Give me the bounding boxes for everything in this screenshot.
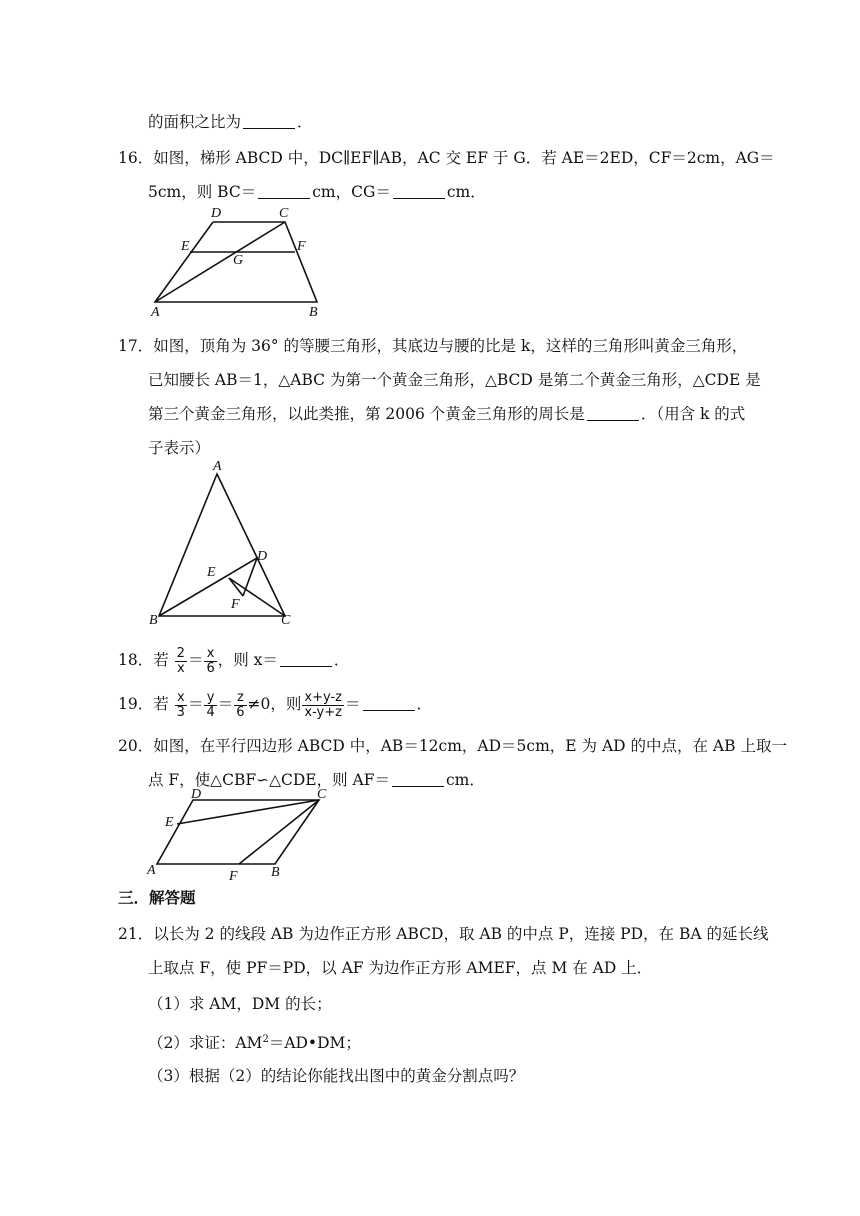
label-e: E (181, 239, 190, 254)
label-c: C (279, 206, 289, 221)
q19: 19．若 $\frac{x}{3}$ ＝ $\frac{y}{4}$ ＝ $\frac{z}{6}$ ≠0，则 $\frac{x+y-z}{x-y+z}$ ＝ ． (118, 689, 433, 720)
answer-blank-cg[interactable] (393, 184, 445, 199)
label-f: F (231, 597, 240, 612)
q21-line2: 上取点 F，使 PF＝PD，以 AF 为边作正方形 AMEF，点 M 在 AD 上． (148, 959, 653, 977)
fraction-y-over-4: $\frac{y}{4}$ (206, 689, 215, 720)
figure-golden-triangle (145, 458, 295, 630)
label-d: D (211, 206, 222, 221)
triangle-abc (159, 474, 285, 616)
answer-blank[interactable] (363, 696, 415, 711)
fraction-z-over-6: $\frac{z}{6}$ (236, 689, 245, 720)
fraction-expression: $\frac{x+y-z}{x-y+z}$ (304, 689, 342, 720)
parallelogram-abcd (157, 800, 319, 864)
answer-blank-bc[interactable] (258, 184, 310, 199)
q18: 18．若 $\frac{2}{x}$ ＝ $\frac{x}{6}$ ，则 x＝ ． (118, 645, 350, 676)
label-b: B (271, 865, 280, 880)
q20-line1: 20．如图，在平行四边形 ABCD 中，AB＝12cm，AD＝5cm，E 为 AD 的中点，在 AB 上取一 (118, 737, 787, 755)
q16-line2: 5cm，则 BC＝ cm，CG＝ cm． (148, 183, 486, 201)
label-e: E (165, 815, 174, 830)
fraction-x-over-6: $\frac{x}{6}$ (206, 645, 215, 676)
answer-blank[interactable] (280, 652, 332, 667)
segment-fc (239, 800, 319, 864)
segment-ac (155, 222, 285, 302)
label-f: F (297, 239, 306, 254)
answer-blank[interactable] (587, 406, 639, 421)
label-g: G (233, 253, 244, 268)
label-a: A (147, 863, 156, 878)
q17-line2: 已知腰长 AB＝1，△ABC 为第一个黄金三角形，△BCD 是第二个黄金三角形，△CDE 是 (148, 371, 761, 389)
q20-line2: 点 F，使△CBF∽△CDE，则 AF＝ cm． (148, 771, 485, 789)
label-d: D (191, 788, 202, 802)
segment-ec (177, 800, 319, 824)
figure-trapezoid (145, 202, 335, 322)
label-a: A (213, 459, 222, 474)
q21-line1: 21．以长为 2 的线段 AB 为边作正方形 ABCD，取 AB 的中点 P，连接 PD，在 BA 的延长线 (118, 925, 769, 943)
section-heading: 三．解答题 (118, 889, 196, 907)
answer-blank[interactable] (392, 772, 444, 787)
q21-part3: （3）根据（2）的结论你能找出图中的黄金分割点吗？ (148, 1067, 525, 1085)
fraction-x-over-3: $\frac{x}{3}$ (176, 689, 185, 720)
q15-tail: 的面积之比为 ． (148, 113, 313, 131)
label-c: C (281, 613, 291, 628)
q17-line1: 17．如图，顶角为 36° 的等腰三角形，其底边与腰的比是 k，这样的三角形叫黄金三角形， (118, 337, 748, 355)
label-a: A (151, 305, 160, 320)
q17-line4: 子表示） (148, 439, 211, 457)
label-b: B (149, 613, 158, 628)
label-d: D (257, 549, 268, 564)
label-e: E (207, 565, 216, 580)
q16-line1: 16．如图，梯形 ABCD 中，DC∥EF∥AB，AC 交 EF 于 G．若 AE＝2ED，CF＝2cm，AG＝ (118, 149, 775, 167)
q21-part1: （1）求 AM，DM 的长； (148, 995, 332, 1013)
label-b: B (309, 305, 318, 320)
label-c: C (317, 788, 327, 802)
segment-fd (243, 558, 257, 596)
figure-parallelogram (145, 788, 335, 884)
q17-line3: 第三个黄金三角形，以此类推，第 2006 个黄金三角形的周长是 ．（用含 k 的式 (148, 405, 746, 423)
label-f: F (229, 869, 238, 884)
q21-part2: （2）求证：$AM^2=AD•DM$； (148, 1034, 361, 1053)
answer-blank[interactable] (243, 114, 295, 129)
fraction-2-over-x: $\frac{2}{x}$ (176, 645, 185, 676)
